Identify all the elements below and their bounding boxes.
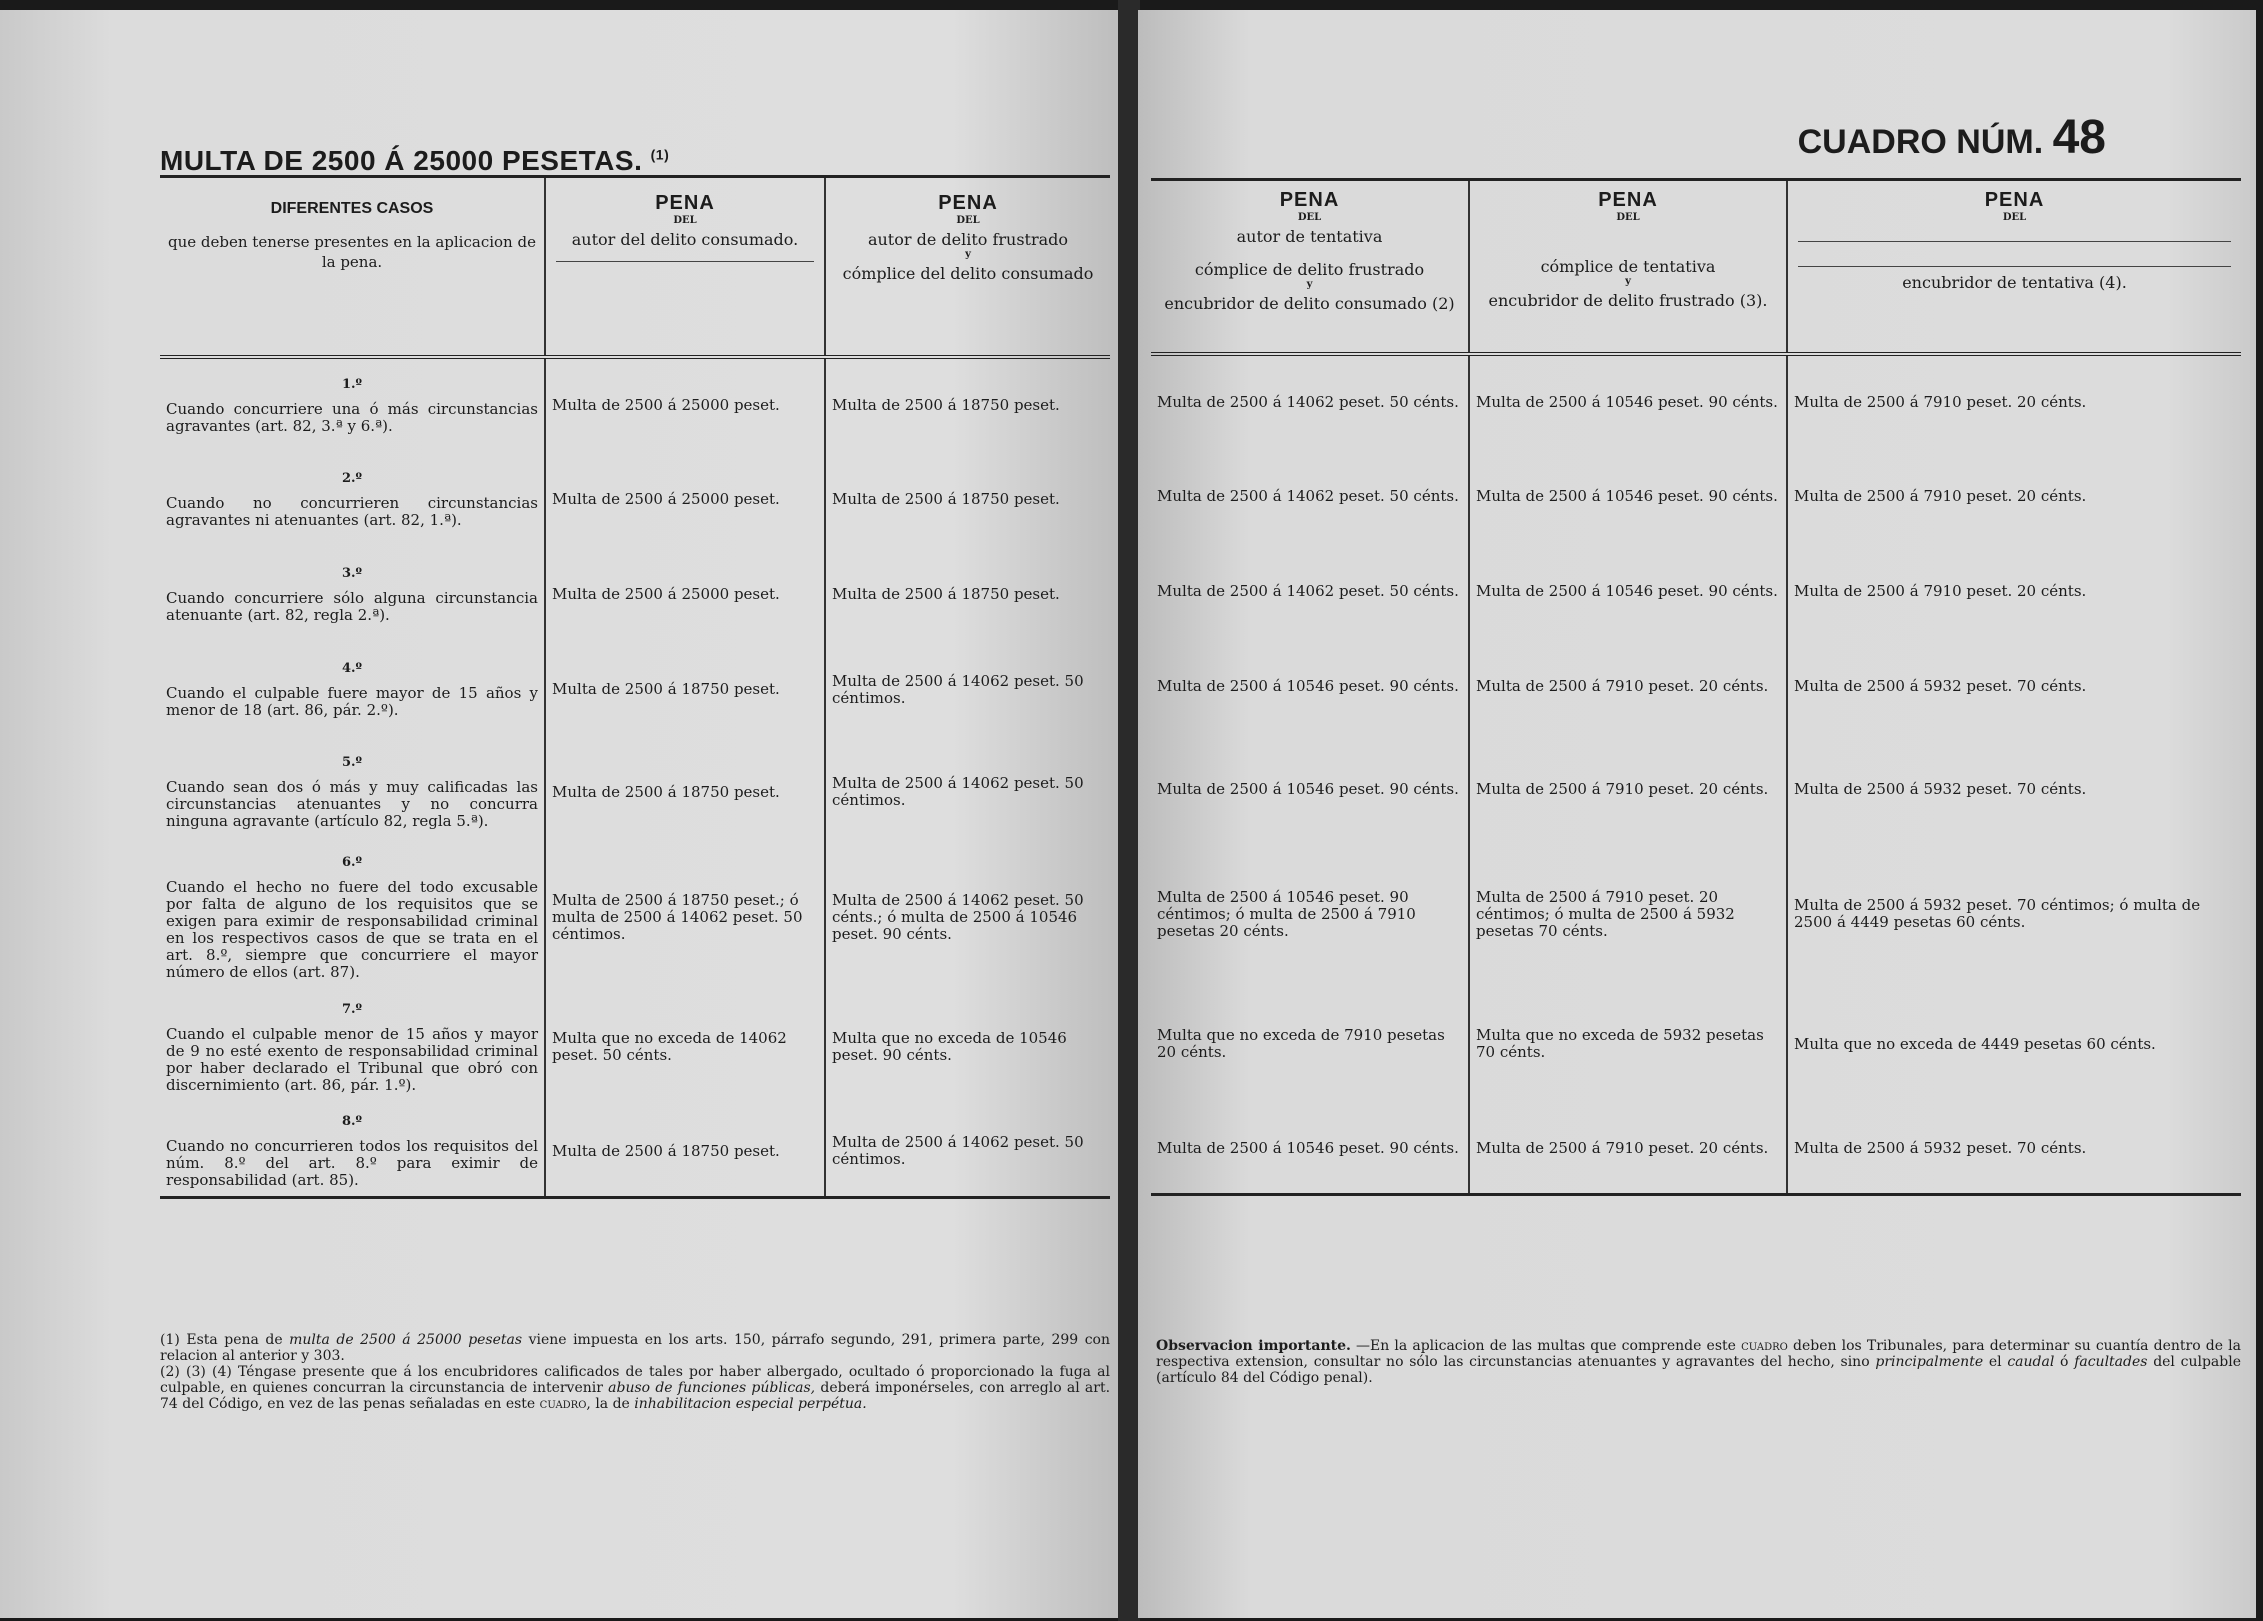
footnote-text: viene impuesta en los arts. 150, párrafo segundo, 291, primera parte, 299 con relacion al anterior y 303. <box>160 1332 1110 1364</box>
observation-smallcaps: cuadro <box>1741 1338 1788 1354</box>
footnote-text: deberá imponérseles, con arreglo al art. 74 del Código, en vez de las penas señaladas en este <box>160 1380 1111 1412</box>
table-row <box>1151 354 2241 449</box>
pena-cell: Multa de 2500 á 25000 peset. <box>545 452 825 547</box>
case-number: 7.º <box>341 1001 363 1017</box>
case-text: Cuando el hecho no fuere del todo excusable por falta de alguno de los requisitos que se exigen para eximir de responsabilidad criminal en los respectivos casos de que se trata en el art. 8.º, siempre que concurriere el mayor número de ellos (art. 87). <box>166 877 538 981</box>
pena-cell: Multa de 2500 á 18750 peset. <box>825 547 1110 642</box>
pena-label: PENA <box>1279 189 1340 211</box>
pena-cell: Multa de 2500 á 14062 peset. 50 cénts. <box>1157 487 1459 505</box>
col3-subtitle-2: cómplice de delito frustrado <box>1194 260 1425 279</box>
case-number: 4.º <box>341 661 363 676</box>
table-row <box>160 737 1110 847</box>
case-text: Cuando el culpable menor de 15 años y mayor de 9 no esté exento de responsabilidad criminal por haber declarado el Tribunal que obró con discernimiento (art. 86, pár. 1.º). <box>166 1024 538 1094</box>
pena-cell: Multa que no exceda de 14062 peset. 50 cénts. <box>545 987 825 1107</box>
pena-cell: Multa de 2500 á 5932 peset. 70 cénts. <box>1787 639 2241 734</box>
case-number: 8.º <box>341 1114 363 1130</box>
header-col1 <box>545 177 825 358</box>
footnote-italic: multa de 2500 á 25000 pesetas <box>289 1332 523 1348</box>
pena-label: PENA <box>1598 189 1658 211</box>
pena-cell: Multa de 2500 á 7910 peset. 20 cénts. <box>1787 449 2241 544</box>
footnote-2 <box>160 1364 1110 1412</box>
case-cell <box>160 987 545 1107</box>
header-col3 <box>1151 180 1469 355</box>
observation-italic: facultades <box>2074 1354 2148 1370</box>
pena-cell: Multa de 2500 á 25000 peset. <box>545 357 825 452</box>
observation-note <box>1156 1338 2241 1386</box>
case-number: 6.º <box>341 854 363 870</box>
pena-cell: Multa de 2500 á 7910 peset. 20 cénts. <box>1469 734 1787 844</box>
table-row <box>1151 544 2241 639</box>
table-row <box>160 987 1110 1107</box>
case-text: Cuando concurriere una ó más circunstancias agravantes (art. 82, 3.ª y 6.ª). <box>166 400 538 435</box>
pena-label: PENA <box>1984 189 2045 211</box>
footnote-text: , la de <box>586 1396 630 1412</box>
cuadro-number: 48 <box>2052 111 2106 164</box>
pena-cell: Multa de 2500 á 10546 peset. 90 cénts. <box>1157 1138 1459 1157</box>
col1-subtitle: autor del delito consumado. <box>571 230 799 249</box>
pena-cell: Multa de 2500 á 10546 peset. 90 cénts. <box>1157 779 1459 798</box>
pena-cell: Multa de 2500 á 14062 peset. 50 cénts. <box>1157 393 1459 411</box>
observation-text: —En la aplicacion de las multas que comprende este <box>1356 1338 1736 1354</box>
del-label: DEL <box>1297 212 1322 223</box>
header-col2 <box>825 177 1110 358</box>
col5-rule <box>1798 241 2231 248</box>
pena-cell: Multa de 2500 á 18750 peset. <box>545 1107 825 1197</box>
pena-cell: Multa de 2500 á 14062 peset. 50 céntimos. <box>825 642 1110 737</box>
pena-cell: Multa que no exceda de 10546 peset. 90 cénts. <box>825 987 1110 1107</box>
table-row <box>1151 1104 2241 1194</box>
pena-cell: Multa de 2500 á 18750 peset. <box>545 737 825 847</box>
pena-cell: Multa de 2500 á 18750 peset. <box>545 642 825 737</box>
table-row <box>160 1107 1110 1197</box>
col4-subtitle-2: cómplice de tentativa <box>1540 257 1716 276</box>
case-cell <box>160 357 545 452</box>
case-text: Cuando concurriere sólo alguna circunstancia atenuante (art. 82, regla 2.ª). <box>166 589 538 624</box>
right-table <box>1151 178 2241 1196</box>
col3-subtitle-3: encubridor de delito consumado (2) <box>1164 294 1455 313</box>
page-heading <box>160 145 669 177</box>
table-row <box>1151 734 2241 844</box>
case-text: Cuando no concurrieren todos los requisitos del núm. 8.º del art. 8.º para eximir de responsabilidad (art. 85). <box>166 1137 538 1190</box>
left-table <box>160 175 1110 1199</box>
col2-subtitle: autor de delito frustrado <box>867 230 1069 249</box>
y-label: y <box>1625 276 1631 287</box>
footnote-italic: inhabilitacion especial perpétua. <box>634 1396 867 1412</box>
casos-title: DIFERENTES CASOS <box>270 200 434 217</box>
pena-cell: Multa de 2500 á 10546 peset. 90 cénts. <box>1469 544 1787 639</box>
pena-cell: Multa que no exceda de 7910 pesetas 20 cénts. <box>1157 1026 1445 1061</box>
y-label: y <box>965 249 971 260</box>
case-cell <box>160 737 545 847</box>
header-col5 <box>1787 180 2241 355</box>
table-row <box>160 547 1110 642</box>
pena-cell: Multa de 2500 á 7910 peset. 20 céntimos; ó multa de 2500 á 5932 pesetas 70 cénts. <box>1469 844 1787 984</box>
pena-cell: Multa de 2500 á 18750 peset. <box>825 357 1110 452</box>
pena-cell: Multa de 2500 á 14062 peset. 50 cénts. <box>1157 582 1459 600</box>
footnote-smallcaps: cuadro <box>539 1396 587 1412</box>
pena-cell: Multa de 2500 á 25000 peset. <box>545 547 825 642</box>
header-col4 <box>1469 180 1787 355</box>
case-text: Cuando sean dos ó más y muy calificadas las circunstancias atenuantes y no concurra ninguna agravante (artículo 82, regla 5.ª). <box>166 778 538 830</box>
col2-subtitle-2: cómplice del delito consumado <box>842 264 1094 283</box>
header-casos <box>160 177 545 358</box>
pena-cell: Multa de 2500 á 5932 peset. 70 cénts. <box>1787 734 2241 844</box>
pena-cell: Multa de 2500 á 7910 peset. 20 cénts. <box>1787 544 2241 639</box>
del-label: DEL <box>673 215 697 226</box>
observation-title: Observacion importante. <box>1156 1338 1351 1354</box>
table-row <box>1151 984 2241 1104</box>
cuadro-heading <box>1798 110 2106 165</box>
col3-subtitle-1: autor de tentativa <box>1236 227 1383 246</box>
pena-cell: Multa de 2500 á 14062 peset. 50 céntimos. <box>825 737 1110 847</box>
pena-cell: Multa que no exceda de 5932 pesetas 70 cénts. <box>1469 984 1787 1104</box>
col1-rule <box>556 261 814 268</box>
case-number: 2.º <box>341 471 363 486</box>
table-row <box>1151 844 2241 984</box>
observation-text: el <box>1988 1354 2002 1370</box>
observation-text: ó <box>2060 1354 2069 1370</box>
pena-cell: Multa de 2500 á 14062 peset. 50 cénts.; ó multa de 2500 á 10546 peset. 90 cénts. <box>825 847 1110 987</box>
cuadro-label: CUADRO NÚM. <box>1797 123 2044 161</box>
pena-cell: Multa de 2500 á 10546 peset. 90 céntimos; ó multa de 2500 á 7910 pesetas 20 cénts. <box>1157 887 1416 940</box>
table-row <box>160 357 1110 452</box>
pena-cell: Multa de 2500 á 18750 peset. <box>825 452 1110 547</box>
footnote-italic: abuso de funciones públicas, <box>608 1380 816 1396</box>
table-row <box>1151 639 2241 734</box>
pena-cell: Multa de 2500 á 7910 peset. 20 cénts. <box>1469 1104 1787 1194</box>
y-label: y <box>1306 279 1313 290</box>
case-number: 3.º <box>341 566 363 581</box>
case-cell <box>160 642 545 737</box>
footnotes <box>160 1332 1110 1412</box>
table-row <box>160 642 1110 737</box>
pena-cell: Multa de 2500 á 18750 peset.; ó multa de 2500 á 14062 peset. 50 céntimos. <box>545 847 825 987</box>
observation-italic: principalmente <box>1875 1354 1984 1370</box>
footnote-1 <box>160 1332 1110 1364</box>
case-cell <box>160 1107 545 1197</box>
case-cell <box>160 547 545 642</box>
pena-cell: Multa de 2500 á 7910 peset. 20 cénts. <box>1469 639 1787 734</box>
pena-cell: Multa de 2500 á 14062 peset. 50 céntimos. <box>825 1107 1110 1197</box>
table-header-row <box>160 177 1110 358</box>
observation-italic: caudal <box>2007 1354 2055 1370</box>
pena-cell: Multa que no exceda de 4449 pesetas 60 cénts. <box>1787 984 2241 1104</box>
pena-cell: Multa de 2500 á 5932 peset. 70 cénts. <box>1787 1104 2241 1194</box>
pena-cell: Multa de 2500 á 5932 peset. 70 céntimos; ó multa de 2500 á 4449 pesetas 60 cénts. <box>1787 844 2241 984</box>
table-row <box>1151 449 2241 544</box>
pena-cell: Multa de 2500 á 7910 peset. 20 cénts. <box>1787 354 2241 449</box>
pena-label: PENA <box>655 192 715 214</box>
del-label: DEL <box>956 215 980 226</box>
case-cell <box>160 452 545 547</box>
left-page <box>0 10 1120 1618</box>
del-label: DEL <box>1616 212 1640 223</box>
case-number: 1.º <box>341 377 363 392</box>
book-gutter <box>1118 0 1140 1621</box>
del-label: DEL <box>2002 212 2027 223</box>
col5-subtitle-3: encubridor de tentativa (4). <box>1798 266 2231 292</box>
case-cell <box>160 847 545 987</box>
col4-subtitle-3: encubridor de delito frustrado (3). <box>1488 291 1768 310</box>
pena-cell: Multa de 2500 á 10546 peset. 90 cénts. <box>1469 354 1787 449</box>
case-text: Cuando no concurrieren circunstancias agravantes ni atenuantes (art. 82, 1.ª). <box>166 494 538 529</box>
table-row <box>160 452 1110 547</box>
heading-footnote-ref: (1) <box>650 146 670 163</box>
pena-cell: Multa de 2500 á 10546 peset. 90 cénts. <box>1469 449 1787 544</box>
footnote-text: (1) Esta pena de <box>160 1332 283 1348</box>
pena-label: PENA <box>938 192 998 214</box>
case-text: Cuando el culpable fuere mayor de 15 años y menor de 18 (art. 86, pár. 2.º). <box>166 684 538 719</box>
right-page <box>1138 10 2256 1618</box>
casos-subtitle: que deben tenerse presentes en la aplicacion de la pena. <box>168 233 536 271</box>
observation-text: deben los Tribunales, para determinar su cuantía dentro de la respectiva extension, consultar no sólo las circunstancias atenuantes y agravantes del hecho, sino <box>1156 1338 2241 1370</box>
footnote-text: (2) (3) (4) Téngase presente que á los encubridores calificados de tales por haber albergado, ocultado ó proporcionado la fuga al culpable, en quienes concurran la circunstancia de intervenir <box>160 1364 1110 1396</box>
heading-text: MULTA DE 2500 Á 25000 PESETAS. <box>160 145 643 176</box>
table-row <box>160 847 1110 987</box>
pena-cell: Multa de 2500 á 10546 peset. 90 cénts. <box>1157 677 1459 695</box>
table-header-row <box>1151 180 2241 355</box>
case-number: 5.º <box>341 755 363 770</box>
observation-text: del culpable (artículo 84 del Código penal). <box>1156 1354 2241 1386</box>
